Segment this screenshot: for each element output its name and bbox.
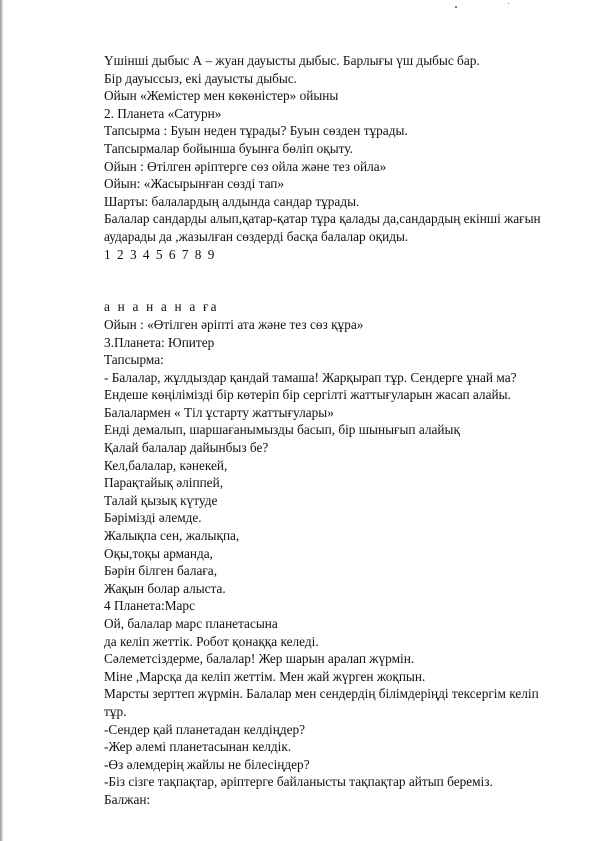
text-line: Шарты: балалардың алдында сандар тұрады. (104, 193, 360, 209)
poem-line: Жалықпа сен, жалықпа, (104, 528, 240, 544)
text-line: Үшінші дыбыс А – жуан дауысты дыбыс. Барлығы үш дыбыс бар. (104, 53, 480, 68)
poem-line: Кел,балалар, кәнекей, (104, 457, 228, 473)
text-line: - Балалар, жұлдыздар қандай тамаша! Жарқырап тұр. Сендерге ұнай ма? (104, 369, 517, 385)
text-line: Ойын : Өтілген әріптерге сөз ойла және тез ойла» (104, 158, 387, 174)
poem-line: Оқы,тоқы арманда, (104, 545, 214, 561)
dialogue-line: -Біз сізге тақпақтар, әріптерге байланысты тақпақтар айтып береміз. (104, 774, 493, 790)
text-line: Тапсырма : Буын неден тұрады? Буын сөзден тұрады. (104, 123, 408, 139)
text-line: Балалармен « Тіл ұстарту жаттығулары» (104, 404, 334, 420)
dialogue-line: -Өз әлемдерің жайлы не білесіңдер? (104, 756, 310, 772)
speaker-label: Балжан: (104, 791, 151, 807)
text-line: Қалай балалар дайынбыз бе? (104, 440, 269, 456)
text-line: Ойын «Жемістер мен көкөністер» ойыны (104, 88, 339, 104)
number-row: 1 2 3 4 5 6 7 8 9 (104, 246, 216, 262)
blank-line (104, 263, 564, 281)
scan-speck (508, 3, 509, 4)
text-line: Міне ,Марсқа да келіп жеттім. Мен жай жүрген жоқпын. (104, 668, 426, 684)
text-line: Бір дауыссыз, екі дауысты дыбыс. (104, 70, 298, 86)
poem-line: Жақын болар алыста. (104, 580, 226, 596)
document-body (104, 52, 564, 809)
poem-line: Парақтайық әліппей, (104, 475, 224, 491)
section-heading: 4 Планета:Марс (104, 598, 195, 614)
poem-line: Бәрін білген балаға, (104, 563, 218, 579)
text-line: да келіп жеттік. Робот қонаққа келеді. (104, 633, 319, 649)
text-line: Сәлеметсіздерме, балалар! Жер шарын аралап жүрмін. (104, 651, 415, 667)
text-line: Енді демалып, шаршағанымызды басып, бір шынығып алайық (104, 422, 460, 438)
text-line: 2. Планета «Сатурн» (104, 105, 222, 121)
text-line: Тапсырма: (104, 352, 164, 368)
poem-line: Талай қызық күтуде (104, 492, 218, 508)
blank-line (104, 281, 564, 299)
section-heading: 3.Планета: Юпитер (104, 334, 215, 350)
text-paragraph: Марсты зерттеп жүрмін. Балалар мен сендердің білімдеріңді тексергім келіп тұр. (104, 686, 539, 719)
text-line: Ой, балалар марс планетасына (104, 616, 278, 631)
scan-speck (455, 6, 457, 8)
dialogue-line: -Сендер қай планетадан келдіңдер? (104, 721, 306, 737)
text-line: Ендеше көңілімізді бір көтеріп бір сергілті жаттығуларын жасап алайы. (104, 387, 511, 403)
poem-line: Бәрімізді әлемде. (104, 510, 202, 526)
dialogue-line: -Жер әлемі планетасынан келдік. (104, 739, 292, 755)
scan-edge-shadow (0, 0, 3, 841)
text-line: Тапсырмалар бойынша буынға бөліп оқыту. (104, 140, 353, 156)
text-paragraph: Балалар сандарды алып,қатар-қатар тұра қалады да,сандардың екінші жағын аударады да ,жазылған сөздерді басқа балалар оқиды. (104, 211, 541, 244)
text-line: Ойын : «Өтілген әріпті ата және тез сөз құра» (104, 316, 364, 332)
text-line: Ойын: «Жасырынған сөзді тап» (104, 176, 285, 192)
letter-row: а н а н а н а ға (104, 299, 219, 315)
